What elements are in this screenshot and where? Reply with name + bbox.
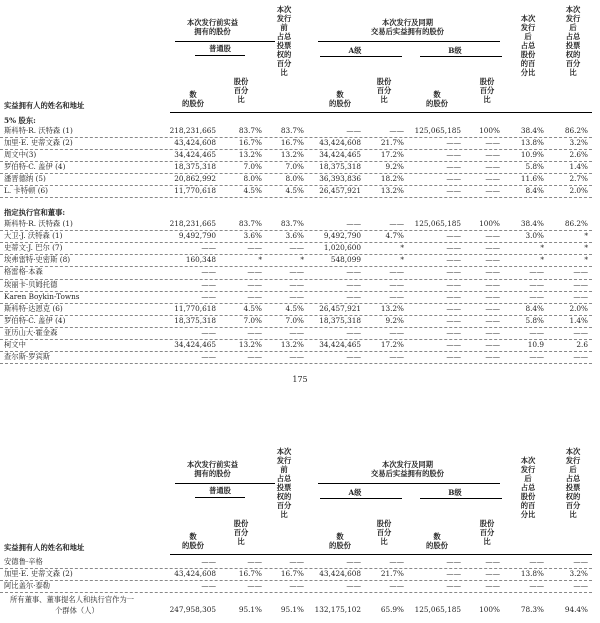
row-cell-c5: 17.2%: [380, 340, 404, 349]
row-cell-c8: 11.6%: [520, 174, 544, 183]
row-cell-c7: ——: [485, 352, 500, 362]
row-cell-c1: 11,770,618: [174, 186, 216, 195]
header-bottom-line: [170, 112, 592, 113]
row-cell-c2: 16.7%: [238, 569, 262, 578]
row-cell-c2: ——: [247, 243, 262, 253]
row-cell-c8: ——: [529, 557, 544, 566]
row-cell-c9: 2.0%: [569, 303, 588, 313]
group-row-cell: 94.4%: [564, 605, 588, 614]
row-cell-c7: ——: [485, 267, 500, 277]
row-cell-c6: ——: [446, 327, 461, 337]
row-holder-name: 罗伯特·C. 盖伊 (4): [4, 162, 66, 171]
row-cell-c4: ——: [346, 126, 361, 135]
row-cell-c7: ——: [485, 162, 500, 171]
row-cell-c8: ——: [529, 279, 544, 289]
row-cell-c8: 5.8%: [525, 315, 544, 325]
row-cell-c5: 18.2%: [380, 174, 404, 183]
row-cell-c4: 18,375,318: [319, 315, 361, 325]
row-holder-name: L. 卡特顿 (6): [4, 186, 49, 195]
row-cell-c3: ——: [289, 279, 304, 289]
row-cell-c4: ——: [346, 279, 361, 289]
row-holder-name: 安德鲁·辛格: [4, 557, 43, 566]
row-cell-c5: ——: [389, 291, 404, 301]
row-cell-c7: ——: [485, 231, 500, 241]
header-shares: 数 的股份: [329, 532, 351, 550]
row-cell-c9: 3.2%: [569, 569, 588, 578]
divider: [420, 498, 502, 499]
header-post-offering: 本次发行及同期 交易后实益拥有的股份: [371, 18, 444, 36]
row-cell-c8: 38.4%: [520, 219, 544, 228]
header-class-b: B级: [448, 46, 462, 55]
row-cell-c4: 548,099: [330, 255, 361, 265]
row-cell-c1: ——: [201, 279, 216, 289]
row-cell-c2: 7.0%: [243, 315, 262, 325]
row-cell-c8: 38.4%: [520, 126, 544, 135]
row-cell-c5: ——: [389, 267, 404, 277]
row-cell-c5: *: [400, 243, 404, 253]
group-row-cell: 247,958,305: [169, 605, 216, 614]
header-bottom-line: [170, 554, 592, 555]
row-cell-c6: ——: [446, 340, 461, 349]
row-cell-c2: 13.2%: [238, 340, 262, 349]
row-cell-c3: 13.2%: [280, 340, 304, 349]
header-pct: 股份 百分 比: [376, 77, 392, 104]
row-cell-c9: 3.2%: [569, 138, 588, 147]
row-cell-c7: ——: [485, 569, 500, 578]
row-cell-c6: ——: [446, 291, 461, 301]
row-cell-c2: 13.2%: [238, 150, 262, 159]
top-table-header: [0, 0, 600, 110]
row-cell-c7: ——: [485, 243, 500, 253]
row-cell-c4: 34,424,465: [319, 150, 361, 159]
row-holder-name: Karen Boykin-Towns: [4, 291, 80, 301]
row-holder-name: 格雷格·本森: [4, 267, 43, 277]
header-total-pct-pre: 本次 发行 前 占总 投票 权的 百分 比: [276, 447, 292, 519]
row-cell-c1: ——: [201, 557, 216, 566]
row-cell-c1: 43,424,608: [174, 138, 216, 147]
row-cell-c3: ——: [289, 352, 304, 362]
row-cell-c3: ——: [289, 291, 304, 301]
row-cell-c9: *: [584, 243, 588, 253]
row-cell-c6: ——: [446, 243, 461, 253]
row-holder-name: 史蒂文·J. 巴尔 (7): [4, 243, 63, 253]
header-pct: 股份 百分 比: [376, 519, 392, 546]
row-cell-c1: ——: [201, 291, 216, 301]
header-shares: 数 的股份: [426, 90, 448, 108]
row-holder-name: 柯文中: [4, 340, 26, 349]
header-class-b: B级: [448, 488, 462, 497]
row-cell-c9: 2.0%: [569, 186, 588, 195]
group-row-cell: 95.1%: [280, 605, 304, 614]
row-cell-c5: 13.2%: [380, 186, 404, 195]
header-shares: 数 的股份: [182, 90, 204, 108]
row-cell-c7: ——: [485, 150, 500, 159]
divider: [175, 41, 275, 42]
row-cell-c5: 9.2%: [385, 162, 404, 171]
header-total-vote-post: 本次 发行 后 占总 投票 权的 百分 比: [565, 5, 581, 77]
row-cell-c2: ——: [247, 267, 262, 277]
row-cell-c6: ——: [446, 138, 461, 147]
header-name-col: 实益拥有人的姓名和地址: [4, 543, 85, 552]
row-cell-c6: ——: [446, 581, 461, 590]
row-cell-c6: ——: [446, 303, 461, 313]
row-cell-c3: 13.2%: [280, 150, 304, 159]
row-cell-c9: ——: [573, 291, 588, 301]
row-cell-c3: 4.5%: [285, 303, 304, 313]
row-cell-c1: ——: [201, 352, 216, 362]
row-cell-c8: ——: [529, 267, 544, 277]
row-cell-c5: 4.7%: [385, 231, 404, 241]
divider: [195, 497, 245, 498]
row-cell-c3: 7.0%: [285, 315, 304, 325]
section-5pct-title: 5% 股东:: [4, 116, 36, 125]
row-cell-c3: 8.0%: [285, 174, 304, 183]
row-cell-c6: ——: [446, 279, 461, 289]
header-pct: 股份 百分 比: [479, 519, 495, 546]
row-cell-c3: 4.5%: [285, 186, 304, 195]
row-cell-c3: 83.7%: [280, 126, 304, 135]
row-cell-c6: 125,065,185: [414, 126, 461, 135]
row-cell-c3: ——: [289, 243, 304, 253]
row-cell-c8: 5.8%: [525, 162, 544, 171]
row-cell-c6: ——: [446, 174, 461, 183]
row-cell-c9: 86.2%: [564, 219, 588, 228]
row-cell-c2: 83.7%: [238, 219, 262, 228]
divider: [318, 41, 500, 42]
row-cell-c6: 125,065,185: [414, 219, 461, 228]
row-cell-c3: ——: [289, 327, 304, 337]
row-cell-c3: ——: [289, 557, 304, 566]
row-cell-c4: ——: [346, 557, 361, 566]
row-cell-c1: 9,492,790: [178, 231, 216, 241]
row-cell-c1: 11,770,618: [174, 303, 216, 313]
row-cell-c8: *: [540, 243, 544, 253]
row-cell-c3: *: [300, 255, 304, 265]
row-cell-c6: ——: [446, 255, 461, 265]
row-cell-c9: 86.2%: [564, 126, 588, 135]
row-holder-name: 埃弗雷特·史密斯 (8): [4, 255, 71, 265]
header-pct: 股份 百分 比: [479, 77, 495, 104]
row-cell-c4: 36,393,836: [319, 174, 361, 183]
row-cell-c7: ——: [485, 303, 500, 313]
row-cell-c5: ——: [389, 557, 404, 566]
row-cell-c7: ——: [485, 279, 500, 289]
row-holder-name: 大卫·J. 沃特森 (1): [4, 231, 63, 241]
row-cell-c5: 9.2%: [385, 315, 404, 325]
row-cell-c1: 18,375,318: [174, 315, 216, 325]
header-class-a: A级: [348, 488, 362, 497]
row-cell-c2: 3.6%: [243, 231, 262, 241]
row-holder-name: 斯科特·R. 沃特森 (1): [4, 126, 73, 135]
row-cell-c5: ——: [389, 279, 404, 289]
row-cell-c1: ——: [201, 581, 216, 590]
row-cell-c5: 17.2%: [380, 150, 404, 159]
row-cell-c9: 2.6: [576, 340, 588, 349]
row-cell-c6: ——: [446, 231, 461, 241]
row-cell-c5: ——: [389, 581, 404, 590]
row-holder-name: 埃丽卡·贝姆托德: [4, 279, 58, 289]
group-row-name-line2: 个群体（人）: [55, 606, 99, 615]
row-cell-c3: 16.7%: [280, 138, 304, 147]
row-holder-name: 斯科特·R. 沃特森 (1): [4, 219, 73, 228]
row-holder-name: 罗伯特·C. 盖伊 (4): [4, 315, 66, 325]
row-holder-name: 查尔斯·罗宾斯: [4, 352, 51, 362]
row-cell-c6: ——: [446, 557, 461, 566]
row-cell-c9: 2.6%: [569, 150, 588, 159]
divider: [318, 483, 500, 484]
row-cell-c6: ——: [446, 315, 461, 325]
row-cell-c8: 10.9%: [520, 150, 544, 159]
header-total-pct-pre: 本次 发行 前 占总 投票 权的 百分 比: [276, 5, 292, 77]
row-cell-c1: 20,862,992: [174, 174, 216, 183]
row-cell-c1: ——: [201, 267, 216, 277]
row-cell-c4: 26,457,921: [319, 186, 361, 195]
row-cell-c4: 43,424,608: [319, 138, 361, 147]
bottom-table-header: [0, 442, 600, 552]
row-cell-c7: ——: [485, 174, 500, 183]
divider: [320, 498, 402, 499]
row-cell-c3: ——: [289, 267, 304, 277]
row-cell-c3: 83.7%: [280, 219, 304, 228]
row-cell-c7: ——: [485, 138, 500, 147]
row-cell-c2: 4.5%: [243, 186, 262, 195]
header-total-pct-post: 本次 发行 后 占总 股份 的百 分比: [520, 14, 536, 77]
group-row-cell: 125,065,185: [414, 605, 461, 614]
row-cell-c5: 21.7%: [380, 138, 404, 147]
row-cell-c6: ——: [446, 569, 461, 578]
row-cell-c7: ——: [485, 340, 500, 349]
row-cell-c9: ——: [573, 352, 588, 362]
row-cell-c1: 34,424,465: [174, 340, 216, 349]
row-holder-name: 加里·E. 史蒂文森 (2): [4, 138, 73, 147]
row-cell-c7: 100%: [479, 126, 500, 135]
row-cell-c4: ——: [346, 352, 361, 362]
group-row-name-line1: 所有董事、董事提名人和执行官作为一: [10, 595, 135, 604]
row-cell-c2: ——: [247, 291, 262, 301]
row-cell-c6: ——: [446, 352, 461, 362]
row-cell-c2: ——: [247, 352, 262, 362]
row-separator: [0, 592, 592, 593]
row-cell-c8: ——: [529, 291, 544, 301]
row-cell-c7: ——: [485, 557, 500, 566]
row-cell-c9: *: [584, 231, 588, 241]
row-cell-c4: 9,492,790: [323, 231, 361, 241]
row-cell-c3: ——: [289, 581, 304, 590]
row-cell-c4: 1,020,600: [323, 243, 361, 253]
row-cell-c7: ——: [485, 315, 500, 325]
page-number: 175: [292, 375, 308, 384]
group-row-cell: 100%: [479, 605, 500, 614]
row-cell-c2: ——: [247, 557, 262, 566]
row-cell-c4: 18,375,318: [319, 162, 361, 171]
row-cell-c8: 10.9: [527, 340, 544, 349]
row-cell-c1: 43,424,608: [174, 569, 216, 578]
divider: [320, 56, 402, 57]
header-total-pct-post: 本次 发行 后 占总 股份 的百 分比: [520, 456, 536, 519]
group-row-cell: 132,175,102: [314, 605, 361, 614]
header-pre-offering: 本次发行前实益 拥有的股份: [186, 18, 239, 36]
row-cell-c3: 3.6%: [285, 231, 304, 241]
row-cell-c8: 13.8%: [520, 138, 544, 147]
row-cell-c1: ——: [201, 327, 216, 337]
row-holder-name: 阿比盖尔·泰勒: [4, 581, 51, 590]
row-holder-name: 周文中(3): [4, 150, 37, 159]
header-pre-offering: 本次发行前实益 拥有的股份: [186, 460, 239, 478]
row-cell-c4: ——: [346, 581, 361, 590]
row-cell-c8: 8.4%: [525, 303, 544, 313]
row-cell-c9: ——: [573, 327, 588, 337]
row-holder-name: 亚历山大·霍金森: [4, 327, 58, 337]
header-shares: 数 的股份: [329, 90, 351, 108]
row-cell-c3: 7.0%: [285, 162, 304, 171]
divider: [175, 483, 275, 484]
row-cell-c4: 34,424,465: [319, 340, 361, 349]
row-cell-c2: ——: [247, 327, 262, 337]
row-holder-name: 斯科特·达恩克 (6): [4, 303, 63, 313]
row-cell-c5: ——: [389, 352, 404, 362]
row-cell-c7: ——: [485, 291, 500, 301]
row-cell-c5: ——: [389, 327, 404, 337]
row-cell-c4: 43,424,608: [319, 569, 361, 578]
row-cell-c4: ——: [346, 219, 361, 228]
header-name-col: 实益拥有人的姓名和地址: [4, 101, 85, 110]
row-cell-c4: 26,457,921: [319, 303, 361, 313]
row-holder-name: 加里·E. 史蒂文森 (2): [4, 569, 73, 578]
row-cell-c8: ——: [529, 327, 544, 337]
row-cell-c9: ——: [573, 581, 588, 590]
header-shares: 数 的股份: [426, 532, 448, 550]
row-cell-c7: ——: [485, 255, 500, 265]
header-shares: 数 的股份: [182, 532, 204, 550]
row-cell-c2: ——: [247, 581, 262, 590]
row-cell-c6: ——: [446, 162, 461, 171]
row-cell-c1: ——: [201, 243, 216, 253]
header-post-offering: 本次发行及同期 交易后实益拥有的股份: [371, 460, 444, 478]
row-holder-name: 潘晋德纳 (5): [4, 174, 46, 183]
header-total-vote-post: 本次 发行 后 占总 投票 权的 百分 比: [565, 447, 581, 519]
row-cell-c8: ——: [529, 352, 544, 362]
row-cell-c8: ——: [529, 581, 544, 590]
row-cell-c2: 4.5%: [243, 303, 262, 313]
row-cell-c1: 34,424,465: [174, 150, 216, 159]
group-row-cell: 65.9%: [380, 605, 404, 614]
row-cell-c5: 21.7%: [380, 569, 404, 578]
row-cell-c7: ——: [485, 186, 500, 195]
row-cell-c6: ——: [446, 186, 461, 195]
row-cell-c1: 218,231,665: [169, 126, 216, 135]
row-cell-c2: 8.0%: [243, 174, 262, 183]
row-cell-c9: ——: [573, 557, 588, 566]
row-cell-c4: ——: [346, 291, 361, 301]
row-cell-c8: 3.0%: [525, 231, 544, 241]
row-cell-c6: ——: [446, 267, 461, 277]
row-cell-c4: ——: [346, 267, 361, 277]
row-cell-c9: 1.4%: [569, 162, 588, 171]
row-cell-c7: ——: [485, 327, 500, 337]
row-cell-c2: 16.7%: [238, 138, 262, 147]
row-cell-c4: ——: [346, 327, 361, 337]
row-cell-c7: ——: [485, 581, 500, 590]
group-row-cell: 78.3%: [520, 605, 544, 614]
row-cell-c5: ——: [389, 126, 404, 135]
row-cell-c6: ——: [446, 150, 461, 159]
group-row-cell: 95.1%: [238, 605, 262, 614]
header-pct: 股份 百分 比: [233, 519, 249, 546]
row-separator: [0, 197, 592, 198]
row-cell-c9: ——: [573, 267, 588, 277]
row-cell-c9: ——: [573, 279, 588, 289]
row-cell-c5: 13.2%: [380, 303, 404, 313]
header-common: 普通股: [209, 44, 231, 53]
row-separator: [0, 363, 592, 364]
row-cell-c2: 83.7%: [238, 126, 262, 135]
row-cell-c2: 7.0%: [243, 162, 262, 171]
row-cell-c9: *: [584, 255, 588, 265]
divider: [420, 56, 502, 57]
row-cell-c5: *: [400, 255, 404, 265]
row-cell-c8: 8.4%: [525, 186, 544, 195]
row-cell-c7: 100%: [479, 219, 500, 228]
header-class-a: A级: [348, 46, 362, 55]
row-cell-c3: 16.7%: [280, 569, 304, 578]
row-cell-c2: *: [258, 255, 262, 265]
row-cell-c1: 18,375,318: [174, 162, 216, 171]
row-cell-c8: 13.8%: [520, 569, 544, 578]
row-cell-c1: 218,231,665: [169, 219, 216, 228]
header-pct: 股份 百分 比: [233, 77, 249, 104]
row-cell-c2: ——: [247, 279, 262, 289]
header-common: 普通股: [209, 486, 231, 495]
row-cell-c1: 160,348: [185, 255, 216, 265]
section-officers-title: 指定执行官和董事:: [4, 208, 66, 217]
row-cell-c9: 1.4%: [569, 315, 588, 325]
row-cell-c9: 2.7%: [569, 174, 588, 183]
divider: [195, 55, 245, 56]
row-cell-c5: ——: [389, 219, 404, 228]
row-cell-c8: *: [540, 255, 544, 265]
